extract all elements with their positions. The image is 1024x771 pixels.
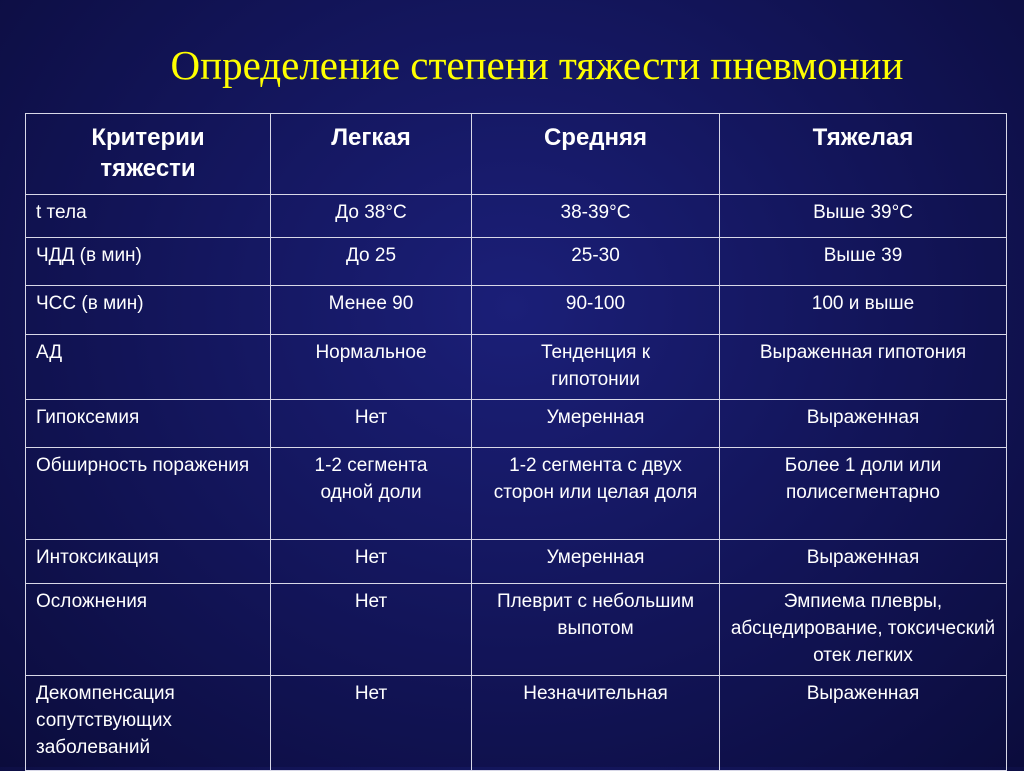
row-severe-value: Выраженная: [720, 540, 1007, 584]
row-mild-value: Нет: [271, 540, 472, 584]
row-mild-value: Нет: [271, 676, 472, 771]
row-moderate-value: Умеренная: [472, 400, 720, 448]
row-criterion: Декомпенсация сопутствующих заболеваний: [26, 676, 271, 771]
row-criterion: АД: [26, 335, 271, 400]
header-criteria: Критерии тяжести: [26, 114, 271, 195]
slide-title: Определение степени тяжести пневмонии: [170, 42, 904, 88]
row-criterion: t тела: [26, 195, 271, 238]
row-severe-value: Выше 39°С: [720, 195, 1007, 238]
row-criterion: Интоксикация: [26, 540, 271, 584]
table-row: [26, 540, 1007, 584]
row-moderate-value: Умеренная: [472, 540, 720, 584]
row-criterion: Гипоксемия: [26, 400, 271, 448]
row-moderate-value: 90-100: [472, 286, 720, 335]
row-moderate-value: 38-39°С: [472, 195, 720, 238]
table-row: [26, 335, 1007, 400]
table-header-row: [26, 114, 1007, 195]
row-mild-value: 1-2 сегмента одной доли: [271, 448, 472, 540]
row-severe-value: Выраженная гипотония: [720, 335, 1007, 400]
row-mild-value: Нормальное: [271, 335, 472, 400]
row-moderate-value: Незначительная: [472, 676, 720, 771]
row-mild-value: Менее 90: [271, 286, 472, 335]
severity-table: [25, 113, 1007, 771]
table-row: [26, 238, 1007, 286]
row-mild-value: Нет: [271, 584, 472, 676]
row-severe-value: Эмпиема плевры, абсцедирование, токсический отек легких: [720, 584, 1007, 676]
row-severe-value: Более 1 доли или полисегментарно: [720, 448, 1007, 540]
row-mild-value: До 25: [271, 238, 472, 286]
table-row: [26, 584, 1007, 676]
row-moderate-value: 1-2 сегмента с двух сторон или целая доля: [472, 448, 720, 540]
row-criterion: ЧСС (в мин): [26, 286, 271, 335]
row-mild-value: Нет: [271, 400, 472, 448]
row-criterion: Обширность поражения: [26, 448, 271, 540]
row-criterion: ЧДД (в мин): [26, 238, 271, 286]
table-row: [26, 195, 1007, 238]
header-severe: Тяжелая: [720, 114, 1007, 195]
row-moderate-value: Плеврит с небольшим выпотом: [472, 584, 720, 676]
header-mild: Легкая: [271, 114, 472, 195]
row-severe-value: Выше 39: [720, 238, 1007, 286]
row-severe-value: 100 и выше: [720, 286, 1007, 335]
row-moderate-value: Тенденция к гипотонии: [472, 335, 720, 400]
row-moderate-value: 25-30: [472, 238, 720, 286]
header-moderate: Средняя: [472, 114, 720, 195]
row-severe-value: Выраженная: [720, 676, 1007, 771]
table-row: [26, 286, 1007, 335]
table-row: [26, 400, 1007, 448]
row-mild-value: До 38°С: [271, 195, 472, 238]
row-severe-value: Выраженная: [720, 400, 1007, 448]
table-row: [26, 448, 1007, 540]
row-criterion: Осложнения: [26, 584, 271, 676]
table-row: [26, 676, 1007, 771]
